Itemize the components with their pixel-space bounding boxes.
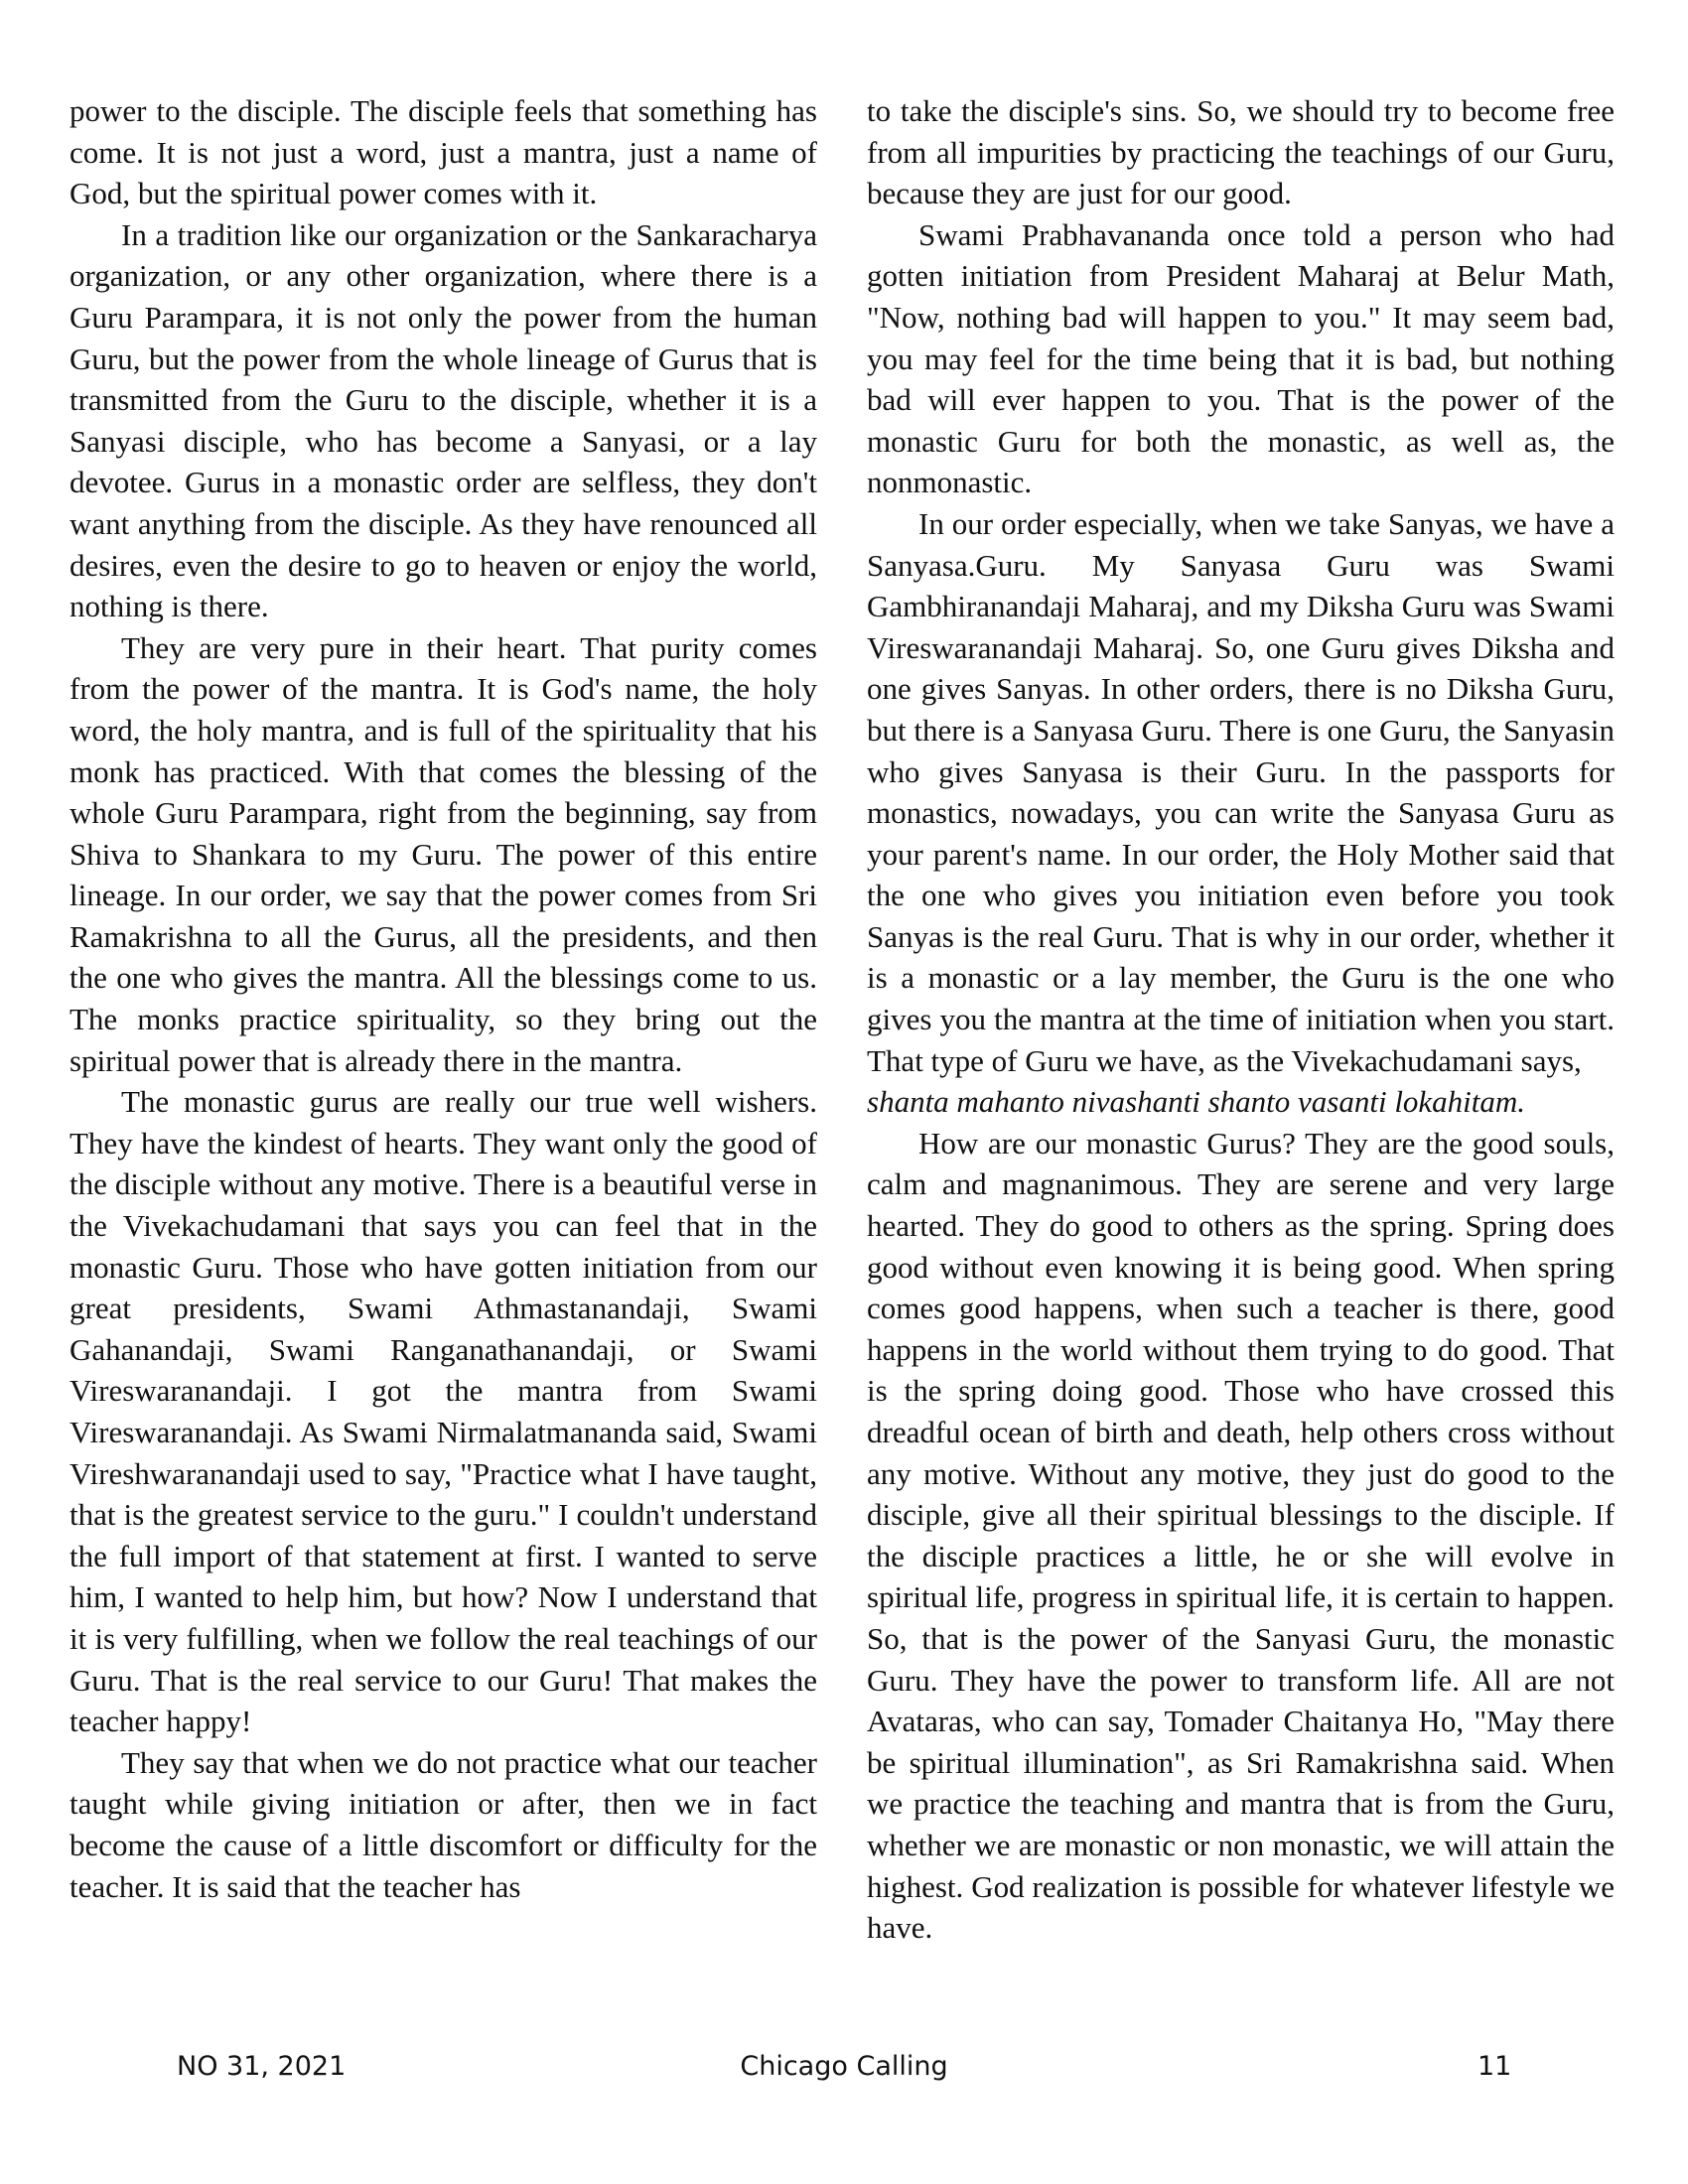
paragraph-continued: power to the disciple. The disciple feels that something has come. It is not just a word, just a mantra, just a name of God, but the spiritual power comes with it. xyxy=(70,93,817,211)
paragraph: The monastic gurus are really our true well wishers. They have the kindest of hearts. They want only the good of the disciple without any motive. There is a beautiful verse in the Vivekachudamani that says you can feel that in the monastic Guru. Those who have gotten initiation from our great presidents, Swami Athmastanandaji, Swami Gahanandaji, Swami Ranganathanandaji, or Swami Vireswaranandaji. I got the mantra from Swami Vireswaranandaji. As Swami Nirmalatmananda said, Swami Vireshwaranandaji used to say, "Practice what I have taught, that is the greatest service to the guru." I couldn't understand the full import of that statement at first. I wanted to serve him, I wanted to help him, but how? Now I understand that it is very fulfilling, when we follow the real teachings of our Guru. That is the real service to our Guru! That makes the teacher happy! xyxy=(70,1084,817,1739)
verse-quote: shanta mahanto nivashanti shanto vasanti lokahitam. xyxy=(867,1084,1526,1120)
publication-name: Chicago Calling xyxy=(740,2051,948,2082)
paragraph: They say that when we do not practice what our teacher taught while giving initiation or after, then we in fact become the cause of a little discomfort or difficulty for the teacher. It is said that the teacher has xyxy=(70,1744,817,1904)
left-text-column xyxy=(70,90,817,1907)
right-text-column xyxy=(867,90,1615,1949)
paragraph: In our order especially, when we take Sanyas, we have a Sanyasa.Guru. My Sanyasa Guru was Swami Gambhiranandaji Maharaj, and my Diksha Guru was Swami Vireswaranandaji Maharaj. So, one Guru gives Diksha and one gives Sanyas. In other orders, there is no Diksha Guru, but there is a Sanyasa Guru. There is one Guru, the Sanyasin who gives Sanyasa is their Guru. In the passports for monastics, nowadays, you can write the Sanyasa Guru as your parent's name. In our order, the Holy Mother said that the one who gives you initiation even before you took Sanyas is the real Guru. That is why in our order, whether it is a monastic or a lay member, the Guru is the one who gives you the mantra at the time of initiation when you start. That type of Guru we have, as the Vivekachudamani says, xyxy=(867,505,1615,1078)
paragraph: They are very pure in their heart. That purity comes from the power of the mantra. It is God's name, the holy word, the holy mantra, and is full of the spirituality that his monk has practiced. With that comes the blessing of the whole Guru Parampara, right from the beginning, say from Shiva to Shankara to my Guru. The power of this entire lineage. In our order, we say that the power comes from Sri Ramakrishna to all the Gurus, all the presidents, and then the one who gives the mantra. All the blessings come to us. The monks practice spirituality, so they bring out the spiritual power that is already there in the mantra. xyxy=(70,629,817,1078)
paragraph: How are our monastic Gurus? They are the good souls, calm and magnanimous. They are serene and very large hearted. They do good to others as the spring. Spring does good without even knowing it is being good. When spring comes good happens, when such a teacher is there, good happens in the world without them trying to do good. That is the spring doing good. Those who have crossed this dreadful ocean of birth and death, help others cross without any motive. Without any motive, they just do good to the disciple, give all their spiritual blessings to the disciple. If the disciple practices a little, he or she will evolve in spiritual life, progress in spiritual life, it is certain to happen. So, that is the power of the Sanyasi Guru, the monastic Guru. They have the power to transform life. All are not Avataras, who can say, Tomader Chaitanya Ho, "May there be spiritual illumination", as Sri Ramakrishna said. When we practice the teaching and mantra that is from the Guru, whether we are monastic or non monastic, we will attain the highest. God realization is possible for whatever lifestyle we have. xyxy=(867,1125,1615,1946)
issue-date: NO 31, 2021 xyxy=(177,2051,347,2082)
page-footer xyxy=(0,2051,1688,2091)
paragraph-continued: to take the disciple's sins. So, we should try to become free from all impurities by practicing the teachings of our Guru, because they are just for our good. xyxy=(867,93,1615,211)
paragraph: In a tradition like our organization or the Sankaracharya organization, or any other organization, where there is a Guru Parampara, it is not only the power from the human Guru, but the power from the whole lineage of Gurus that is transmitted from the Guru to the disciple, whether it is a Sanyasi disciple, who has become a Sanyasi, or a lay devotee. Gurus in a monastic order are selfless, they don't want anything from the disciple. As they have renounced all desires, even the desire to go to heaven or enjoy the world, nothing is there. xyxy=(70,216,817,624)
paragraph: Swami Prabhavananda once told a person who had gotten initiation from President Maharaj at Belur Math, "Now, nothing bad will happen to you." It may seem bad, you may feel for the time being that it is bad, but nothing bad will ever happen to you. That is the power of the monastic Guru for both the monastic, as well as, the nonmonastic. xyxy=(867,216,1615,500)
page-number: 11 xyxy=(1477,2051,1512,2082)
